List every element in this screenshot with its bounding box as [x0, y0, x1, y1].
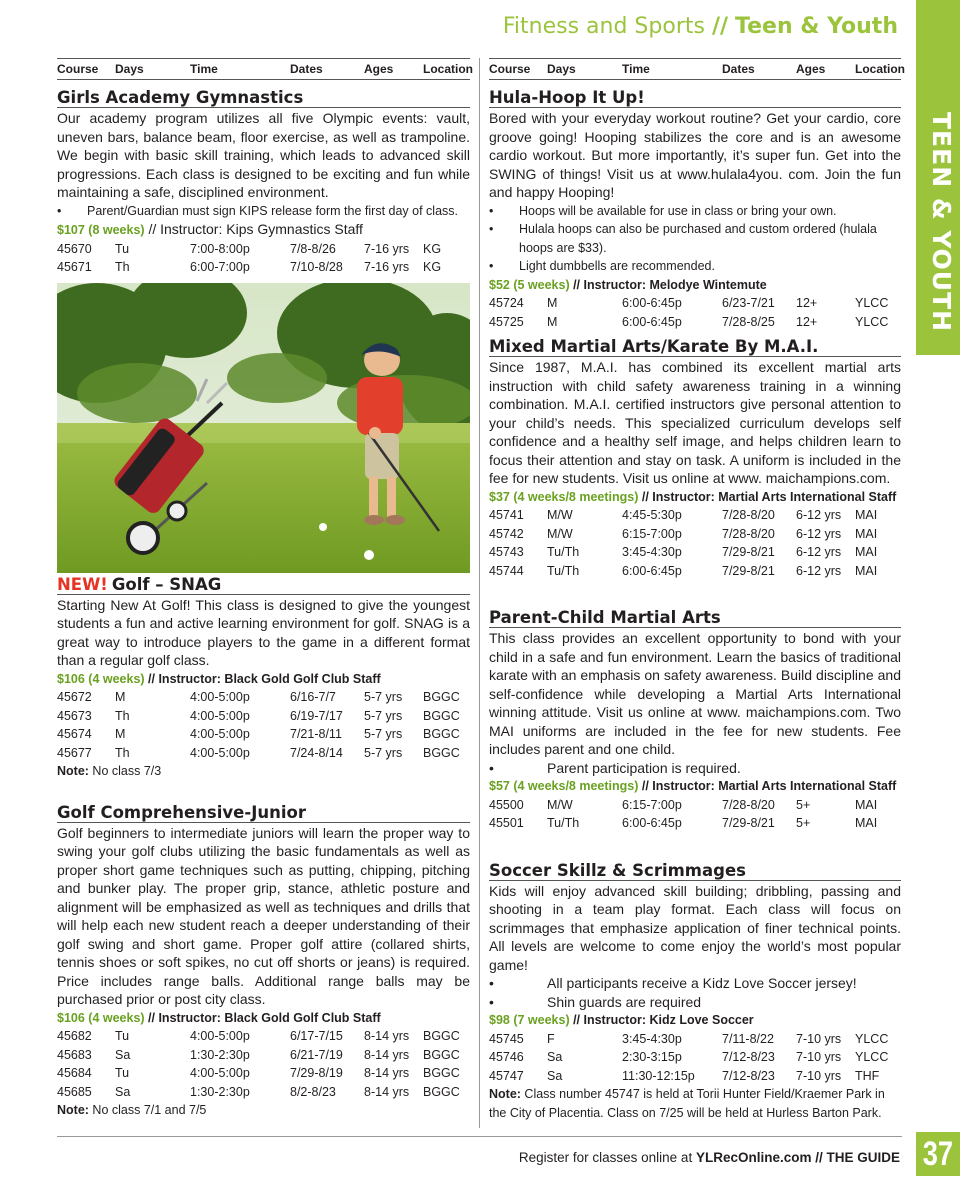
table-row — [489, 313, 901, 332]
header-subsection: Teen & Youth — [735, 14, 898, 39]
table-cell: 45683 — [57, 1047, 92, 1062]
table-cell: 1:30-2:30p — [190, 1084, 250, 1099]
table-cell: BGGC — [423, 690, 460, 704]
header-separator: // — [711, 14, 729, 39]
page-number-box — [916, 1132, 960, 1176]
table-row — [57, 258, 470, 277]
course-note: Note: Class number 45747 is held at Torii Hunter Field/Kraemer Park in the City of Placentia. Class on 7/25 will be held at Hurless Barton Park. — [489, 1087, 885, 1120]
page-header — [503, 14, 898, 39]
table-cell: Th — [115, 260, 130, 274]
table-cell: 8-14 yrs — [364, 1084, 410, 1099]
course-title: Girls Academy Gymnastics — [57, 88, 470, 108]
table-cell: 4:00-5:00p — [190, 1029, 250, 1043]
table-row — [57, 1046, 470, 1065]
table-cell: 45742 — [489, 526, 524, 541]
table-cell: 7/8-8/26 — [290, 241, 336, 256]
table-cell: 6-12 yrs — [796, 563, 842, 578]
table-cell: 45673 — [57, 708, 92, 723]
table-row — [489, 1048, 901, 1067]
table-cell: 7/12-8/23 — [722, 1068, 775, 1083]
table-cell: 6:15-7:00p — [622, 797, 682, 812]
table-cell: Tu/Th — [547, 545, 580, 559]
price-line: $107 (8 weeks) // Instructor: Kips Gymnastics Staff — [57, 221, 363, 237]
table-cell: M — [115, 727, 126, 741]
table-cell: 6/23-7/21 — [722, 296, 775, 310]
table-cell: 7/28-8/20 — [722, 508, 775, 522]
table-cell: 45747 — [489, 1068, 524, 1083]
course-parent-child-martial-arts — [489, 608, 901, 833]
bullet-item: • Parent/Guardian must sign KIPS release form the first day of class. — [57, 203, 458, 218]
new-badge: NEW! — [57, 574, 108, 594]
table-cell: 45671 — [57, 260, 92, 274]
table-cell: M — [547, 296, 558, 310]
table-cell: 45677 — [57, 745, 92, 760]
table-cell: 7/12-8/23 — [722, 1050, 775, 1064]
course-title: NEW! Golf – SNAG — [57, 575, 470, 595]
course-description: Kids will enjoy advanced skill building; dribbling, passing and shooting in a team play format. Each class will focus on scrimmages that emphasize application of finer technical points. All levels are welcome to come enjoy the world’s most popular game! — [489, 882, 901, 973]
table-cell: 4:00-5:00p — [190, 727, 250, 741]
table-row — [57, 1083, 470, 1102]
course-description: Starting New At Golf! This class is designed to give the youngest students a fun and active learning environment for golf. SNAG is a great way to introduce players to the game in a different format than a regular golf class. — [57, 596, 470, 668]
table-row — [489, 796, 901, 815]
table-cell: 4:00-5:00p — [190, 690, 250, 704]
footer-divider — [57, 1136, 902, 1137]
table-header — [57, 58, 473, 80]
table-row — [489, 814, 901, 833]
header-dates: Dates — [722, 62, 755, 76]
table-row — [57, 1064, 470, 1083]
table-cell: 8/2-8/23 — [290, 1084, 336, 1099]
table-cell: Tu — [115, 1029, 130, 1043]
table-cell: Sa — [547, 1050, 563, 1064]
side-tab — [916, 0, 960, 1193]
price-line: $37 (4 weeks/8 meetings) // Instructor: Martial Arts International Staff — [489, 489, 897, 504]
column-divider — [479, 58, 480, 1128]
table-cell: KG — [423, 241, 442, 256]
course-title: Parent-Child Martial Arts — [489, 608, 901, 628]
table-cell: 7/24-8/14 — [290, 745, 343, 760]
table-cell: MAI — [855, 526, 878, 541]
header-course: Course — [489, 62, 531, 76]
table-cell: 8-14 yrs — [364, 1047, 410, 1062]
table-cell: 6:15-7:00p — [622, 526, 682, 541]
table-cell: 7-16 yrs — [364, 260, 410, 274]
table-row — [57, 725, 470, 744]
table-cell: 7/11-8/22 — [722, 1031, 774, 1046]
course-title: Mixed Martial Arts/Karate By M.A.I. — [489, 337, 901, 357]
table-cell: 6-12 yrs — [796, 526, 842, 541]
table-cell: 45682 — [57, 1029, 92, 1043]
course-description: Our academy program utilizes all five Olympic events: vault, uneven bars, balance beam, floor exercise, as well as trampoline. We begin with basic skill training, which leads to advanced skill progressions. Each class is designed to be exciting and fun while maintaining a safe, disciplined environment. — [57, 110, 470, 200]
header-section: Fitness and Sports — [502, 14, 705, 39]
table-cell: 45741 — [489, 508, 524, 522]
golf-child-illustration — [57, 283, 470, 573]
table-row — [57, 1027, 470, 1046]
table-cell: BGGC — [423, 708, 460, 723]
table-cell: 11:30-12:15p — [622, 1068, 695, 1083]
table-cell: YLCC — [855, 314, 889, 329]
table-cell: 12+ — [796, 314, 818, 329]
header-ages: Ages — [796, 62, 826, 76]
table-cell: 5-7 yrs — [364, 727, 403, 741]
table-cell: BGGC — [423, 1047, 460, 1062]
table-cell: Sa — [115, 1047, 131, 1062]
right-column — [489, 58, 905, 1122]
table-row — [489, 1067, 901, 1086]
course-gymnastics — [57, 88, 470, 277]
table-row — [57, 744, 470, 763]
table-cell: Tu — [115, 241, 130, 256]
table-cell: 7-10 yrs — [796, 1050, 842, 1064]
table-cell: 45744 — [489, 563, 524, 578]
table-cell: 8-14 yrs — [364, 1029, 410, 1043]
header-ages: Ages — [364, 62, 394, 76]
header-dates: Dates — [290, 62, 323, 76]
table-cell: M/W — [547, 797, 573, 812]
table-cell: 45674 — [57, 727, 92, 741]
table-cell: 45670 — [57, 241, 92, 256]
table-row — [489, 562, 901, 581]
table-cell: YLCC — [855, 296, 889, 310]
table-cell: 6:00-6:45p — [622, 296, 682, 310]
table-cell: 45746 — [489, 1050, 524, 1064]
course-golf-snag — [57, 575, 470, 781]
course-description: Golf beginners to intermediate juniors will learn the proper way to swing your golf clubs utilizing the basic fundamentals as well as proper short game techniques such as putting, chipping, pitching and bunker play. The proper grip, stance, athletic posture and alignment will be emphasized as well as techniques and drills that will help each new student reach a deeper understanding of their golf swing and short game. Proper golf attire (collared shirts, tennis shoes or soft spikes, no cut off shorts or jeans) is required. Price includes range balls. Additional range balls may be purchased prior or post city class. — [57, 824, 470, 1007]
table-row — [489, 543, 901, 562]
course-title: Golf Comprehensive-Junior — [57, 803, 470, 823]
table-cell: Sa — [547, 1068, 563, 1083]
table-cell: 6:00-6:45p — [622, 563, 682, 578]
header-days: Days — [115, 62, 144, 76]
table-cell: 7-16 yrs — [364, 241, 410, 256]
table-cell: MAI — [855, 563, 878, 578]
table-cell: KG — [423, 260, 442, 274]
table-cell: MAI — [855, 545, 878, 559]
price-line: $52 (5 weeks) // Instructor: Melodye Wintemute — [489, 277, 767, 292]
table-cell: 8-14 yrs — [364, 1066, 410, 1080]
table-cell: 45501 — [489, 816, 524, 830]
table-cell: 7-10 yrs — [796, 1031, 842, 1046]
price-line: $98 (7 weeks) // Instructor: Kidz Love Soccer — [489, 1013, 754, 1027]
table-cell: MAI — [855, 508, 878, 522]
table-cell: 7/29-8/21 — [722, 816, 775, 830]
table-cell: 6/17-7/15 — [290, 1029, 343, 1043]
course-description: This class provides an excellent opportunity to bond with your child in a safe and fun environment. Learn the basics of traditional karate with an emphasis on safety awareness. Build discipline and self-confidence while developing a Martial Arts International winning attitude. Visit us online at www. maichampions.com. Two MAI uniforms are included in the fee for new students. Fee includes parent and one child. — [489, 630, 901, 757]
table-cell: 6-12 yrs — [796, 545, 842, 559]
price-line: $106 (4 weeks) // Instructor: Black Gold Golf Club Staff — [57, 671, 381, 686]
page-number: 37 — [922, 1134, 954, 1173]
table-cell: 45684 — [57, 1066, 92, 1080]
header-location: Location — [423, 62, 473, 76]
table-cell: Tu — [115, 1066, 130, 1080]
table-row — [57, 240, 470, 259]
table-cell: 4:00-5:00p — [190, 708, 250, 723]
table-cell: 7/29-8/21 — [722, 545, 775, 559]
table-cell: Sa — [115, 1084, 131, 1099]
table-cell: M/W — [547, 508, 573, 522]
table-cell: 5-7 yrs — [364, 745, 403, 760]
table-cell: 7/21-8/11 — [290, 727, 342, 741]
course-soccer — [489, 861, 901, 1123]
table-cell: 7:00-8:00p — [190, 241, 250, 256]
table-cell: 4:00-5:00p — [190, 745, 250, 760]
golf-photo — [57, 283, 470, 573]
table-cell: 45725 — [489, 314, 524, 329]
header-location: Location — [855, 62, 905, 76]
table-cell: 6:00-7:00p — [190, 260, 250, 274]
course-description: Bored with your everyday workout routine? Get your cardio, core groove going! Hooping stabilizes the core and is an awesome cardio workout. But more importantly, it’s super fun. Get into the SWING of things! Visit us at www.hulala4you. com. Join the fun and happy Hooping! — [489, 110, 901, 200]
table-cell: 6/19-7/17 — [290, 708, 343, 723]
table-row — [57, 688, 470, 707]
header-course: Course — [57, 62, 99, 76]
bullet-item: • Parent participation is required. — [489, 759, 741, 776]
bullet-item: • All participants receive a Kidz Love Soccer jersey! — [489, 975, 857, 991]
header-time: Time — [622, 62, 650, 76]
table-cell: 2:30-3:15p — [622, 1050, 682, 1064]
bullet-item: • Hoops will be available for use in class or bring your own. — [489, 203, 837, 218]
course-title: Hula-Hoop It Up! — [489, 88, 901, 108]
table-cell: BGGC — [423, 1084, 460, 1099]
course-mixed-martial-arts — [489, 337, 901, 580]
side-tab-label: TEEN & YOUTH — [927, 112, 956, 333]
table-row — [489, 506, 901, 525]
table-cell: 45745 — [489, 1031, 524, 1046]
table-cell: F — [547, 1031, 555, 1046]
table-cell: YLCC — [855, 1050, 889, 1064]
table-cell: 7-10 yrs — [796, 1068, 842, 1083]
price-line: $57 (4 weeks/8 meetings) // Instructor: Martial Arts International Staff — [489, 779, 897, 793]
table-cell: BGGC — [423, 1066, 460, 1080]
table-cell: 5+ — [796, 816, 811, 830]
table-cell: 45724 — [489, 296, 524, 310]
table-cell: M/W — [547, 526, 573, 541]
table-cell: 5-7 yrs — [364, 708, 403, 723]
course-description: Since 1987, M.A.I. has combined its excellent martial arts instruction with child safety awareness training in a winning combination. M.A.I. certified instructors give personal attention to your child’s needs. This specialized curriculum develops self confidence and a healthy self image, and helps children learn to focus their attention and stay on task. A uniform is included in the fee for new students. Visit us online at www. maichampions.com. — [489, 359, 901, 486]
table-cell: 7/10-8/28 — [290, 260, 343, 274]
table-cell: M — [547, 314, 558, 329]
table-cell: 7/28-8/20 — [722, 797, 775, 812]
table-cell: 6:00-6:45p — [622, 816, 682, 830]
price-line: $106 (4 weeks) // Instructor: Black Gold Golf Club Staff — [57, 1010, 381, 1025]
table-cell: 45685 — [57, 1084, 92, 1099]
table-row — [57, 707, 470, 726]
table-cell: 12+ — [796, 296, 818, 310]
bullet-item: • Shin guards are required — [489, 993, 702, 1010]
table-cell: 3:45-4:30p — [622, 1031, 682, 1046]
table-cell: 6/21-7/19 — [290, 1047, 343, 1062]
footer-website-link[interactable]: YLRecOnline.com — [695, 1150, 812, 1165]
table-cell: YLCC — [855, 1031, 889, 1046]
table-cell: 45500 — [489, 797, 524, 812]
table-cell: Tu/Th — [547, 816, 580, 830]
table-cell: Th — [115, 745, 130, 760]
header-days: Days — [547, 62, 576, 76]
table-cell: 6/16-7/7 — [290, 690, 336, 704]
bullet-item: • Hulala hoops can also be purchased and custom ordered (hulala hoops are $33). — [489, 222, 877, 255]
table-cell: 3:45-4:30p — [622, 545, 682, 559]
course-note: Note: No class 7/3 — [57, 764, 162, 778]
table-cell: 7/28-8/20 — [722, 526, 775, 541]
table-cell: MAI — [855, 816, 878, 830]
table-cell: 6-12 yrs — [796, 508, 842, 522]
table-cell: 1:30-2:30p — [190, 1047, 250, 1062]
table-row — [489, 294, 901, 313]
table-cell: BGGC — [423, 727, 460, 741]
table-cell: Th — [115, 708, 130, 723]
table-cell: 6:00-6:45p — [622, 314, 682, 329]
table-cell: 4:00-5:00p — [190, 1066, 250, 1080]
side-tab-bar — [916, 0, 960, 355]
table-cell: 7/29-8/19 — [290, 1066, 343, 1080]
table-row — [489, 1030, 901, 1049]
footer-prefix: Register for classes online at — [518, 1150, 696, 1165]
course-golf-junior — [57, 803, 470, 1120]
header-time: Time — [190, 62, 218, 76]
table-header — [489, 58, 905, 80]
table-cell: 7/29-8/21 — [722, 563, 775, 578]
course-note: Note: No class 7/1 and 7/5 — [57, 1103, 207, 1117]
table-cell: 5+ — [796, 797, 811, 812]
table-cell: 45743 — [489, 545, 524, 559]
course-title: Soccer Skillz & Scrimmages — [489, 861, 901, 881]
course-hula-hoop — [489, 88, 901, 331]
page-footer — [519, 1150, 900, 1165]
table-cell: 4:45-5:30p — [622, 508, 682, 522]
left-column — [57, 58, 473, 1120]
table-cell: THF — [855, 1068, 880, 1083]
bullet-item: • Light dumbbells are recommended. — [489, 259, 715, 273]
table-cell: MAI — [855, 797, 878, 812]
table-cell: Tu/Th — [547, 563, 580, 578]
table-cell: BGGC — [423, 745, 460, 760]
table-cell: M — [115, 690, 126, 704]
table-cell: 7/28-8/25 — [722, 314, 775, 329]
table-cell: BGGC — [423, 1029, 460, 1043]
table-cell: 45672 — [57, 690, 92, 704]
footer-guide: // THE GUIDE — [811, 1150, 900, 1165]
table-row — [489, 525, 901, 544]
table-cell: 5-7 yrs — [364, 690, 403, 704]
